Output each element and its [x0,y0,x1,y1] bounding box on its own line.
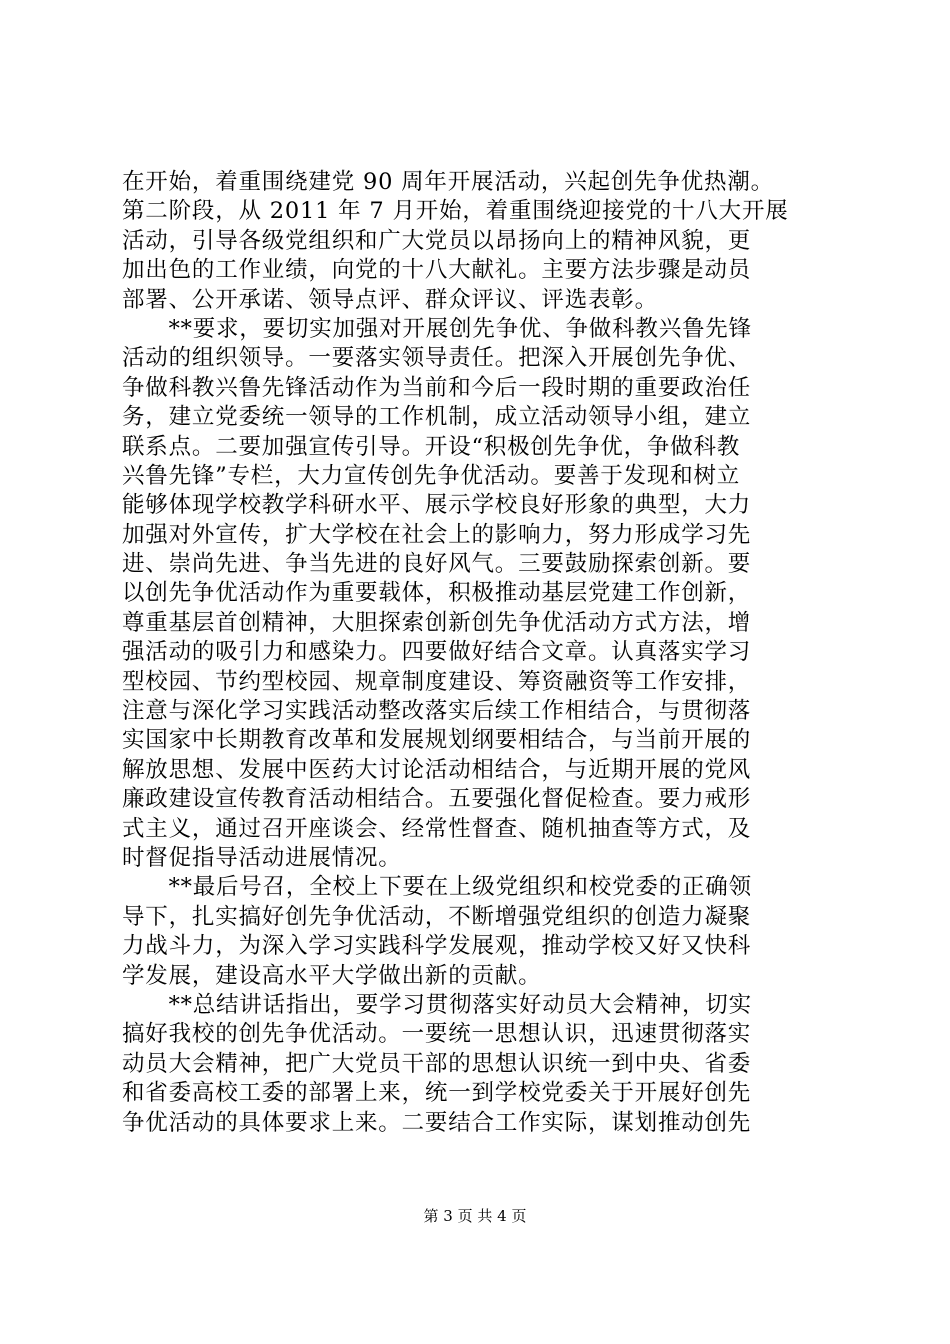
text-line: 动员大会精神，把广大党员干部的思想认识统一到中央、省委 [122,1050,752,1077]
page-number-footer: 第 3 页 共 4 页 [423,1207,527,1225]
text-line: 时督促指导活动进展情况。 [122,844,402,871]
text-line: **总结讲话指出，要学习贯彻落实好动员大会精神，切实 [122,991,752,1018]
text-line: 实国家中长期教育改革和发展规划纲要相结合，与当前开展的 [122,727,752,754]
text-line: 廉政建设宣传教育活动相结合。五要强化督促检查。要力戒形 [122,786,752,813]
text-line: 学发展，建设高水平大学做出新的贡献。 [122,962,542,989]
text-line: 活动的组织领导。一要落实领导责任。把深入开展创先争优、 [122,345,752,372]
text-line: 型校园、节约型校园、规章制度建设、筹资融资等工作安排， [122,668,752,695]
text-line: 第二阶段，从 2011 年 7 月开始，着重围绕迎接党的十八大开展 [122,198,789,225]
text-line: 式主义，通过召开座谈会、经常性督查、随机抽查等方式，及 [122,815,752,842]
text-line: 以创先争优活动作为重要载体，积极推动基层党建工作创新， [122,580,752,607]
text-line: 进、崇尚先进、争当先进的良好风气。三要鼓励探索创新。要 [122,551,752,578]
text-line: 务，建立党委统一领导的工作机制，成立活动领导小组，建立 [122,404,752,431]
text-line: 联系点。二要加强宣传引导。开设“积极创先争优，争做科教 [122,433,741,460]
text-line: 部署、公开承诺、领导点评、群众评议、评选表彰。 [122,286,658,313]
body-text [122,168,832,1138]
text-line: 兴鲁先锋”专栏，大力宣传创先争优活动。要善于发现和树立 [122,462,741,489]
text-line: 活动，引导各级党组织和广大党员以昂扬向上的精神风貌，更 [122,227,752,254]
text-line: 加出色的工作业绩，向党的十八大献礼。主要方法步骤是动员 [122,257,752,284]
text-line: 争做科教兴鲁先锋活动作为当前和今后一段时期的重要政治任 [122,374,752,401]
text-line: 解放思想、发展中医药大讨论活动相结合，与近期开展的党风 [122,756,752,783]
text-line: 和省委高校工委的部署上来，统一到学校党委关于开展好创先 [122,1080,752,1107]
text-line: 注意与深化学习实践活动整改落实后续工作相结合，与贯彻落 [122,698,752,725]
text-line: 导下，扎实搞好创先争优活动，不断增强党组织的创造力凝聚 [122,903,752,930]
text-line: 强活动的吸引力和感染力。四要做好结合文章。认真落实学习 [122,639,752,666]
text-line: 力战斗力，为深入学习实践科学发展观，推动学校又好又快科 [122,933,752,960]
text-line: **要求，要切实加强对开展创先争优、争做科教兴鲁先锋 [122,315,752,342]
text-line: 在开始，着重围绕建党 90 周年开展活动，兴起创先争优热潮。 [122,169,774,195]
text-line: 能够体现学校教学科研水平、展示学校良好形象的典型，大力 [122,492,752,519]
text-line: 尊重基层首创精神，大胆探索创新创先争优活动方式方法，增 [122,609,752,636]
text-line: **最后号召，全校上下要在上级党组织和校党委的正确领 [122,874,752,901]
text-line: 争优活动的具体要求上来。二要结合工作实际，谋划推动创先 [122,1109,752,1136]
text-line: 搞好我校的创先争优活动。一要统一思想认识，迅速贯彻落实 [122,1021,752,1048]
text-line: 加强对外宣传，扩大学校在社会上的影响力，努力形成学习先 [122,521,752,548]
